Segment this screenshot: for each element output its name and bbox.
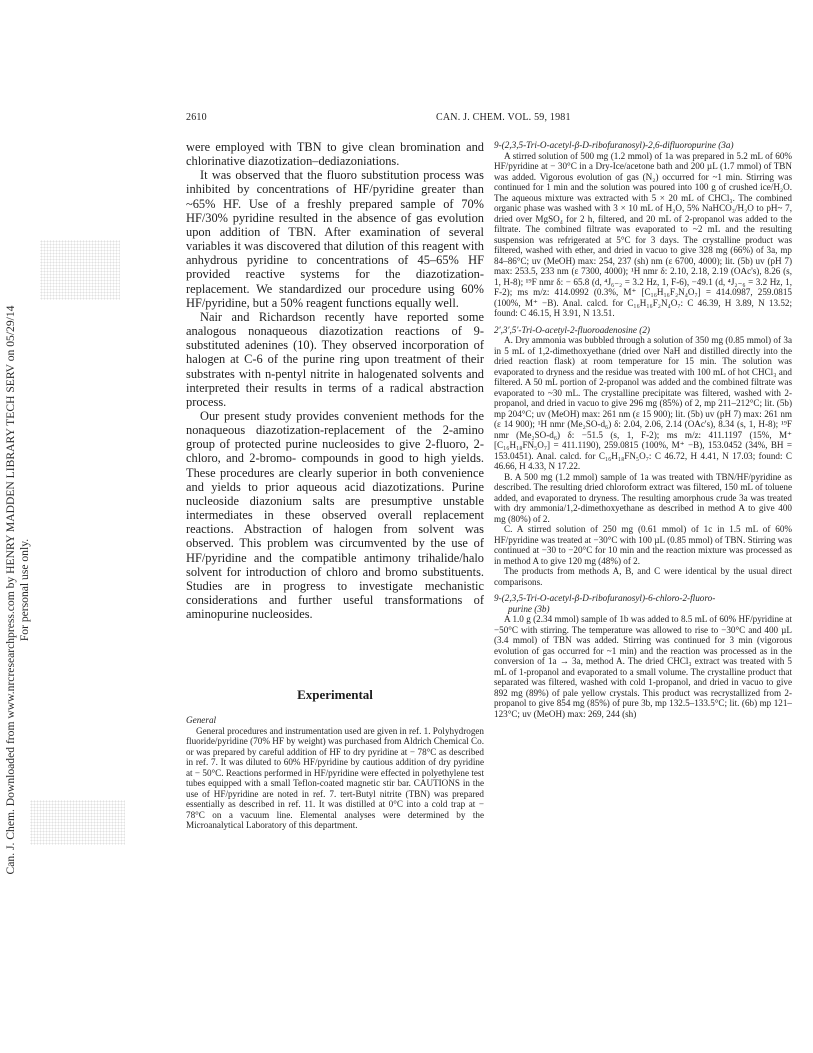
procedure-2-comparison: The products from methods A, B, and C were identical by the usual direct comparisons. <box>494 566 792 587</box>
side-note-line-2: For personal use only. <box>18 538 31 642</box>
paragraph: Nair and Richardson recently have reported some analogous nonaqueous diazotization reactions of 9-substituted adenines (10). They observed incorporation of halogen at C-6 of the purine ring upon treatment of their substrates with n-pentyl nitrite in halogenated solvents and interpreted their results in terms of a radical abstraction process. <box>186 309 484 409</box>
compound-heading-3b: 9-(2,3,5-Tri-O-acetyl-β-D-ribofuranosyl)-6-chloro-2-fluoro- <box>494 593 716 603</box>
experimental-heading: Experimental <box>297 687 373 703</box>
scan-noise <box>30 800 125 845</box>
scan-noise <box>40 240 120 300</box>
running-header <box>186 112 792 126</box>
journal-citation: CAN. J. CHEM. VOL. 59, 1981 <box>436 112 571 123</box>
paragraph: Our present study provides convenient methods for the nonaqueous diazotization-replacement of the 2-amino group of protected purine nucleosides to give 2-fluoro, 2-chloro, and 2-bromo- compounds in good to high yields. These procedures are clearly superior in both convenience and yields to prior aqueous acid diazotizations. Purine nucleoside diazonium salts are presumptive unstable intermediates in these observed overall replacement reactions. Abstraction of halogen from solvent was observed. This problem was circumvented by the use of HF/pyridine and the compatible antimony trihalide/halo solvent for introduction of chloro and bromo substituents. Studies are in progress to investigate mechanistic considerations and further useful transformations of aminopurine nucleosides. <box>186 408 484 622</box>
general-subheading: General <box>186 715 217 726</box>
page-number: 2610 <box>186 112 207 123</box>
paragraph: were employed with TBN to give clean bromination and chlorinative diazotization–dediazoniations. <box>186 140 484 169</box>
procedure-2-method-b: B. A 500 mg (1.2 mmol) sample of 1a was treated with TBN/HF/pyridine as described. The resulting dried chloroform extract was filtered, 150 mL of toluene added, and evaporated to dryness. The resulting amorphous crude 3a was treated with dry ammonia/1,2-dimethoxyethane as described in method A to give 400 mg (80%) of 2. <box>494 471 792 524</box>
side-note-line-1: Can. J. Chem. Downloaded from www.nrcresearchpress.com by HENRY MADDEN LIBRARY TECH SERV on 05/29/14 <box>4 305 17 875</box>
paragraph: It was observed that the fluoro substitution process was inhibited by concentrations of HF/pyridine greater than ~65% HF. Use of a freshly prepared sample of 70% HF/30% pyridine resulted in the absence of gas evolution upon addition of TBN. After examination of several variables it was discovered that dilution of this reagent with anhydrous pyridine to concentrations of 45–65% HF provided reactive systems for the diazotization-replacement. We standardized our procedure using 60% HF/pyridine, but a 50% reagent functions equally well. <box>186 168 484 310</box>
compound-heading-3b-cont: purine (3b) <box>508 603 550 614</box>
procedure-3b: A 1.0 g (2.34 mmol) sample of 1b was added to 8.5 mL of 60% HF/pyridine at −50°C with stirring. The temperature was allowed to rise to −30°C and 400 µL (3.4 mmol) of TBN was added. Stirring was continued for 3 min (vigorous evolution of gas occurred for ~1 min) and the reaction was processed as in the conversion of 1a → 3a, method A. The dried CHCl₃ extract was treated with 5 mL of 1-propanol and evaporated to a small volume. The crystalline product that separated was filtered, washed with cold 1-propanol, and dried in vacuo to give 892 mg (89%) of pale yellow crystals. This product was recrystallized from 2-propanol to give 854 mg (85%) of pure 3b, mp 132.5–133.5°C; lit. (6b) mp 121–123°C; uv (MeOH) max: 269, 244 (sh) <box>494 614 792 719</box>
compound-heading-2: 2′,3′,5′-Tri-O-acetyl-2-fluoroadenosine (2) <box>494 324 650 335</box>
right-column <box>494 140 792 719</box>
procedure-3a: A stirred solution of 500 mg (1.2 mmol) of 1a was prepared in 5.2 mL of 60% HF/pyridine at − 30°C in a Dry-Ice/acetone bath and 200 µL (1.7 mmol) of TBN was added. Vigorous evolution of gas (N₂) occurred for ~1 min. Stirring was continued for 1 min and the solution was poured into 100 g of crushed ice/H₂O. The aqueous mixture was extracted with 5 × 20 mL of CHCl₃. The combined organic phase was washed with 3 × 10 mL of H₂O, 5% NaHCO₃/H₂O to pH~ 7, dried over MgSO₄ for 2 h, filtered, and 20 mL of 2-propanol was added to the filtrate. The combined filtrate was evaporated to ~2 mL and the resulting suspension was refrigerated at 5°C for 3 days. The crystalline product was filtered, washed with ether, and dried in vacuo to give 328 mg (66%) of 3a, mp 84–86°C; uv (MeOH) max: 254, 237 (sh) nm (ε 6700, 4000); lit. (5b) uv (pH 7) max: 253.5, 233 nm (ε 7300, 4000); ¹H nmr δ: 2.10, 2.18, 2.19 (OAc's), 8.26 (s, 1, H-8); ¹⁹F nmr δ: − 65.8 (d, ⁴J₆₋₂ = 3.2 Hz, 1, F-6), −49.1 (d, ⁴J₂₋₆ = 3.2 Hz, 1, F-2); ms m/z: 414.0992 (0.3%, M⁺ [C₁₆H₁₆F₂N₄O₇] = 414.0987, 259.0815 (100%, M⁺ −B). Anal. calcd. for C₁₆H₁₆F₂N₄O₇: C 46.39, H 3.89, N 13.52; found: C 46.15, H 3.91, N 13.51. <box>494 150 792 318</box>
side-download-note <box>4 155 36 1025</box>
procedure-2-method-a: A. Dry ammonia was bubbled through a solution of 350 mg (0.85 mmol) of 3a in 5 mL of 1,2-dimethoxyethane (dried over NaH and distilled directly into the dried reaction flask) at room temperature for 15 min. The solution was evaporated to dryness and the residue was treated with 100 mL of hot CHCl₃ and filtered. A 50 mL portion of 2-propanol was added and the combined filtrate was evaporated to ~30 mL. The crystalline precipitate was filtered, washed with 2-propanol, and dried in vacuo to give 296 mg (85%) of 2, mp 211–212°C; lit. (5b) mp 204°C; uv (MeOH) max: 261 nm (ε 15 900); lit. (5b) uv (pH 7) max: 261 nm (ε 14 900); ¹H nmr (Me₂SO-d₆) δ: 2.04, 2.06, 2.14 (OAc's), 8.34 (s, 1, H-8); ¹⁹F nmr (Me₂SO-d₆) δ: −51.5 (s, 1, F-2); ms m/z: 411.1197 (15%, M⁺ [C₁₆H₁₈FN₅O₇] = 411.1190), 259.0815 (100%, M⁺ −B), 153.0452 (34%, BH = 153.0451). Anal. calcd. for C₁₆H₁₈FN₅O₇: C 46.72, H 4.41, N 17.03; found: C 46.66, H 4.33, N 17.22. <box>494 335 792 471</box>
left-column <box>186 140 484 831</box>
compound-heading-3a: 9-(2,3,5-Tri-O-acetyl-β-D-ribofuranosyl)-2,6-difluoropurine (3a) <box>494 140 734 150</box>
general-paragraph: General procedures and instrumentation used are given in ref. 1. Polyhydrogen fluoride/pyridine (70% HF by weight) was purchased from Aldrich Chemical Co. or was prepared by careful addition of HF to dry pyridine at − 78°C as described in ref. 7. It was diluted to 60% HF/pyridine by cautious addition of dry pyridine at − 50°C. Reactions performed in HF/pyridine were effected in polyethylene test tubes equipped with a small Teflon-coated magnetic stir bar. CAUTIONS in the use of HF/pyridine are noted in ref. 7. tert-Butyl nitrite (TBN) was prepared essentially as described in ref. 11. It was distilled at 0°C into a cold trap at − 78°C on a vacuum line. Elemental analyses were determined by the Microanalytical Laboratory of this department. <box>186 725 484 831</box>
procedure-2-method-c: C. A stirred solution of 250 mg (0.61 mmol) of 1c in 1.5 mL of 60% HF/pyridine was treated at −30°C with 100 µL (0.85 mmol) of TBN. Stirring was continued at −30 to −20°C for 10 min and the reaction mixture was processed as in method A to give 120 mg (48%) of 2. <box>494 524 792 566</box>
